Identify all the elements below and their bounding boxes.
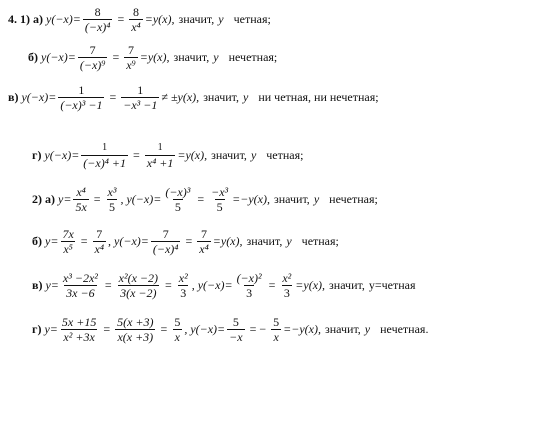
fraction — [197, 228, 211, 255]
denominator: (−x)⁴ — [84, 20, 111, 34]
item-label: б) — [28, 50, 38, 64]
lhs: y= — [45, 234, 59, 248]
equals: = — [93, 192, 101, 206]
denominator: x² +3x — [63, 330, 95, 344]
numerator: 1 — [102, 142, 108, 153]
fraction — [117, 272, 160, 299]
conclusion: нечетная. — [380, 322, 429, 336]
word: значит, — [211, 148, 247, 162]
equals: = — [160, 322, 168, 336]
rhs: =y(x), — [139, 50, 170, 64]
denominator: −x³ −1 — [123, 98, 158, 112]
fraction — [280, 272, 293, 299]
conclusion: четная; — [266, 148, 304, 162]
function-name: y — [364, 322, 371, 336]
fraction — [235, 272, 264, 299]
item-label: в) — [32, 278, 43, 292]
fraction — [121, 84, 159, 111]
denominator: 5x — [75, 200, 87, 214]
fraction — [78, 44, 108, 71]
denominator: 3x −6 — [66, 286, 95, 300]
function-name: y — [243, 90, 249, 104]
line-1d — [32, 142, 303, 169]
conclusion: ни четная, ни нечетная; — [258, 90, 379, 104]
equals: = — [185, 234, 193, 248]
fraction — [93, 228, 107, 255]
fraction — [145, 142, 176, 169]
denominator: 5 — [216, 200, 223, 214]
denominator: x⁴ — [199, 242, 209, 256]
numerator: 7 — [96, 227, 103, 241]
lhs: y(−x)= — [46, 12, 81, 26]
fraction — [151, 228, 181, 255]
equals: = − — [249, 322, 267, 336]
line-2b — [32, 228, 339, 255]
equals: = — [268, 278, 276, 292]
denominator: (−x)⁴ +1 — [83, 156, 126, 170]
numerator: −x³ — [211, 185, 229, 199]
line-1a — [8, 6, 271, 33]
line-1c — [8, 84, 379, 111]
fraction — [73, 186, 88, 213]
word: значит, — [329, 278, 365, 292]
rhs: =y(x), — [212, 234, 243, 248]
numerator: 5 — [232, 315, 239, 329]
denominator: x⁴ — [94, 242, 105, 256]
numerator: 1 — [137, 83, 144, 97]
fraction — [60, 316, 98, 343]
fraction — [271, 316, 281, 343]
fraction — [177, 272, 190, 299]
lhs: y= — [45, 278, 59, 292]
denominator: (−x)⁴ — [152, 242, 179, 256]
word: значит, — [173, 50, 210, 64]
equals: = — [197, 192, 205, 206]
line-1b — [28, 44, 277, 71]
item-label: б) — [32, 234, 42, 248]
denominator: 3 — [180, 286, 187, 300]
denominator: 3(x −2) — [120, 286, 157, 300]
equals: = — [104, 278, 112, 292]
lhs: y(−x)= — [44, 148, 80, 162]
function-name: y — [313, 192, 320, 206]
fraction — [115, 316, 155, 343]
function-name: y — [213, 50, 219, 64]
denominator: 3 — [246, 286, 253, 300]
numerator: 7 — [127, 43, 134, 57]
rhs: =y(x), — [295, 278, 326, 292]
numerator: 8 — [94, 5, 101, 19]
item-label: 4. 1) а) — [8, 12, 43, 26]
word: значит, — [246, 234, 283, 248]
rhs: =y(x), — [144, 12, 175, 26]
item-label: 2) а) — [32, 192, 55, 206]
conclusion: нечетная; — [329, 192, 378, 206]
rhs: =−y(x), — [232, 192, 270, 206]
fraction — [61, 272, 100, 299]
equals: = — [103, 322, 111, 336]
lhs: y(−x)= — [21, 90, 57, 104]
equals: = — [132, 148, 140, 162]
denominator: x — [273, 330, 279, 344]
fraction — [163, 186, 192, 213]
rhs: =y(x), — [177, 148, 208, 162]
conclusion: y=четная — [368, 278, 416, 292]
numerator: 5x +15 — [61, 315, 97, 329]
denominator: 5 — [109, 200, 116, 214]
numerator: 8 — [132, 5, 139, 19]
fraction — [106, 186, 119, 213]
mid-expression: , y(−x)= — [191, 278, 233, 292]
equals: = — [165, 278, 172, 292]
fraction — [129, 6, 143, 33]
equals: = — [80, 234, 88, 248]
denominator: 3 — [283, 286, 290, 300]
numerator: 5 — [273, 315, 280, 329]
line-2a — [32, 186, 378, 213]
numerator: x²(x −2) — [118, 271, 158, 285]
equals: = — [112, 50, 120, 64]
line-2d — [32, 316, 428, 343]
numerator: x⁴ — [76, 185, 86, 199]
numerator: x³ — [107, 185, 117, 199]
word: значит, — [324, 322, 361, 336]
numerator: x³ −2x² — [62, 271, 98, 285]
fraction — [60, 228, 75, 255]
fraction — [83, 6, 113, 33]
function-name: y — [218, 12, 224, 26]
denominator: x⁴ +1 — [146, 156, 174, 170]
denominator: x⁹ — [126, 58, 136, 72]
fraction — [172, 316, 182, 343]
mid-expression: , y(−x)= — [184, 322, 226, 336]
line-2c — [32, 272, 416, 299]
word: значит, — [203, 90, 239, 104]
numerator: 7 — [162, 227, 169, 241]
numerator: (−x)² — [236, 271, 262, 285]
denominator: (−x)⁹ — [79, 58, 106, 72]
fraction — [81, 142, 128, 169]
rhs: =−y(x), — [283, 322, 321, 336]
function-name: y — [250, 148, 257, 162]
denominator: x(x +3) — [117, 330, 154, 344]
mid-expression: , y(−x)= — [108, 234, 149, 248]
conclusion: четная; — [301, 234, 339, 248]
fraction — [209, 186, 230, 213]
numerator: x² — [282, 271, 292, 285]
mid-expression: , y(−x)= — [120, 192, 162, 206]
lhs: y= — [44, 322, 58, 336]
equals: = — [109, 90, 117, 104]
item-label: г) — [32, 322, 42, 336]
numerator: 5(x +3) — [117, 315, 154, 329]
lhs: y(−x)= — [41, 50, 76, 64]
conclusion: четная; — [233, 12, 271, 26]
fraction — [58, 84, 104, 111]
numerator: 1 — [157, 142, 163, 153]
word: значит, — [178, 12, 215, 26]
denominator: x⁵ — [63, 242, 73, 256]
conclusion: нечетная; — [228, 50, 278, 64]
denominator: (−x)³ −1 — [60, 98, 103, 112]
numerator: (−x)³ — [165, 185, 191, 199]
rhs: ≠ ±y(x), — [161, 90, 200, 104]
fraction — [124, 44, 138, 71]
fraction — [227, 316, 244, 343]
denominator: 5 — [174, 200, 181, 214]
lhs: y= — [58, 192, 72, 206]
numerator: 1 — [78, 83, 85, 97]
item-label: г) — [32, 148, 42, 162]
numerator: x² — [178, 271, 188, 285]
numerator: 7x — [62, 227, 74, 241]
denominator: x⁴ — [131, 20, 141, 34]
denominator: −x — [229, 330, 243, 344]
function-name: y — [286, 234, 292, 248]
numerator: 7 — [89, 43, 96, 57]
denominator: x — [174, 330, 180, 344]
item-label: в) — [8, 90, 19, 104]
numerator: 5 — [174, 315, 181, 329]
word: значит, — [274, 192, 310, 206]
equals: = — [117, 12, 125, 26]
numerator: 7 — [201, 227, 208, 241]
